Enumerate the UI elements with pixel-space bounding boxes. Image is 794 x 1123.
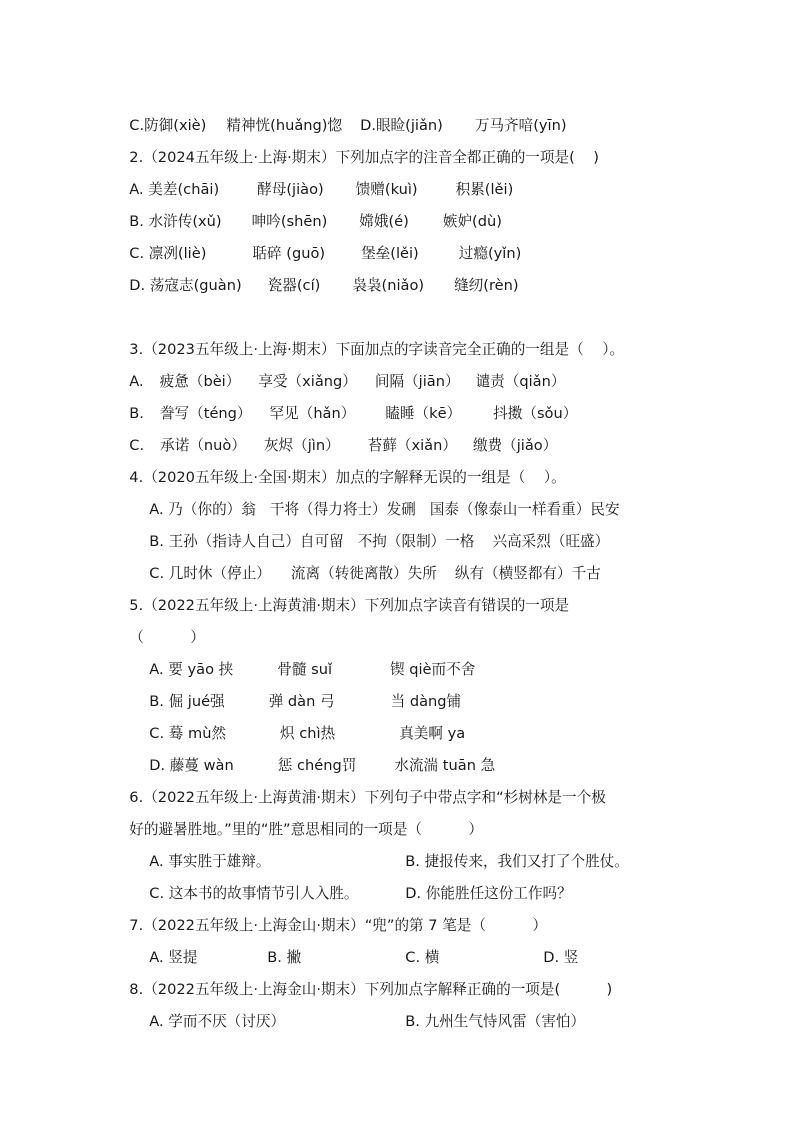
option-b: [140, 672, 462, 710]
segment: 馈赠(kuì): [355, 181, 418, 198]
answer-blank: [120, 608, 205, 646]
question-text: 6.（2022五年级上·上海黄浦·期末）下列句子中带点字和“杉树林是一个极: [129, 789, 606, 806]
question-6-cont: [120, 800, 483, 838]
segment: 享受（xiǎng）: [258, 373, 357, 390]
question-text: 3.（2023五年级上·上海·期末）下面加点的字读音完全正确的一组是（ ）。: [129, 341, 625, 358]
question-text: 4.（2020五年级上·全国·期末）加点的字解释无误的一组是（ ）。: [129, 469, 566, 486]
answer-bracket: （ ）: [129, 629, 205, 646]
segment: B. 捷报传来，我们又打了个胜仗。: [405, 853, 629, 870]
segment: 誊写（téng）: [159, 405, 252, 422]
segment: A. 事实胜于雄辩。: [149, 853, 271, 870]
segment: 缝纫(rèn): [454, 277, 519, 294]
line-0: [120, 96, 567, 134]
segment: 抖擞（sǒu）: [493, 405, 578, 422]
question-text: 8.（2022五年级上·上海金山·期末）下列加点字解释正确的一项是( ): [129, 981, 613, 998]
segment: 弹 dàn 弓: [268, 693, 335, 710]
segment: 罕见（hǎn）: [269, 405, 356, 422]
segment: 惩 chéng罚: [277, 757, 357, 774]
segment: 堡垒(lěi): [361, 245, 419, 262]
option-c: [140, 544, 601, 582]
segment: 灰烬（jìn）: [263, 437, 340, 454]
option-a: [140, 480, 620, 518]
segment: 水流湍 tuān 急: [394, 757, 496, 774]
question-4: [120, 448, 566, 486]
option-d: [140, 736, 496, 774]
segment: D. 竖: [543, 949, 579, 966]
segment: 干将（得力将士）发硎: [269, 501, 416, 518]
segment: 炽 chì热: [280, 725, 336, 742]
segment: B. 倔 jué强: [149, 693, 225, 710]
question-5: [120, 576, 570, 614]
question-7: [120, 896, 547, 934]
segment: D. 藤蔓 wàn: [149, 757, 234, 774]
segment: D.眼睑(jiǎn): [360, 117, 443, 134]
segment: 嫦娥(é): [359, 213, 409, 230]
segment: 疲惫（bèi）: [159, 373, 241, 390]
segment: 流离（转徙离散）失所: [290, 565, 437, 582]
option-b: [140, 512, 610, 550]
option-c: [120, 224, 522, 262]
segment: D. 荡寇志(guàn): [129, 277, 242, 294]
segment: 瞌睡（kē）: [385, 405, 462, 422]
option-d: [120, 256, 519, 294]
options-cd: [140, 864, 572, 902]
segment: 呻吟(shēn): [251, 213, 328, 230]
option-a: [140, 640, 476, 678]
segment: C.防御(xiè): [129, 117, 207, 134]
segment: A. 要 yāo 挟: [149, 661, 234, 678]
segment: 国泰（像泰山一样看重）民安: [429, 501, 620, 518]
option-b: [120, 384, 578, 422]
question-8: [120, 960, 613, 998]
segment: A.: [129, 373, 144, 390]
segment: C. 凛冽(liè): [129, 245, 207, 262]
segment: C.: [129, 437, 145, 454]
question-6: [120, 768, 606, 806]
segment: 过瘾(yǐn): [458, 245, 522, 262]
segment: 兴高采烈（旺盛）: [492, 533, 610, 550]
segment: A. 乃（你的）翁: [149, 501, 256, 518]
segment: 骨髓 suǐ: [277, 661, 332, 678]
segment: B. 水浒传(xǔ): [129, 213, 222, 230]
segment: B. 九州生气恃风雷（害怕）: [405, 1013, 586, 1030]
option-c: [140, 704, 466, 742]
segment: 真美啊 ya: [399, 725, 466, 742]
segment: 聒碎 (guō): [252, 245, 326, 262]
segment: 精神恍(huǎng)惚: [226, 117, 343, 134]
option-c: [120, 416, 558, 454]
segment: 纵有（横竖都有）千古: [454, 565, 601, 582]
option-a: [120, 352, 566, 390]
segment: 不拘（限制）一格: [357, 533, 475, 550]
segment: C. 这本书的故事情节引人入胜。: [149, 885, 359, 902]
option-b: [120, 192, 502, 230]
options-ab: [140, 832, 629, 870]
segment: 谴责（qiǎn）: [475, 373, 566, 390]
question-text: 2.（2024五年级上·上海·期末）下列加点字的注音全都正确的一项是( ): [129, 149, 600, 166]
segment: C. 蓦 mù然: [149, 725, 227, 742]
segment: 嫉妒(dù): [442, 213, 502, 230]
segment: 当 dàng铺: [390, 693, 462, 710]
segment: 瓷器(cí): [267, 277, 321, 294]
segment: A. 美差(chāi): [129, 181, 220, 198]
segment: B. 王孙（指诗人自己）自可留: [149, 533, 344, 550]
question-3: [120, 320, 625, 358]
segment: 积累(lěi): [455, 181, 514, 198]
segment: 酵母(jiào): [257, 181, 324, 198]
segment: 万马齐喑(yīn): [474, 117, 567, 134]
segment: A. 学而不厌（讨厌）: [149, 1013, 286, 1030]
segment: B.: [129, 405, 144, 422]
segment: 缴费（jiǎo）: [472, 437, 558, 454]
segment: 锲 qiè而不舍: [390, 661, 476, 678]
question-2: [120, 128, 600, 166]
option-a: [120, 160, 514, 198]
question-text: 好的避暑胜地。”里的“胜”意思相同的一项是（ ）: [129, 821, 483, 838]
segment: A. 竖提: [149, 949, 198, 966]
question-text: 7.（2022五年级上·上海金山·期末）“兜”的第 7 笔是（ ）: [129, 917, 547, 934]
segment: 苔藓（xiǎn）: [367, 437, 457, 454]
segment: C. 横: [405, 949, 440, 966]
segment: D. 你能胜任这份工作吗？: [405, 885, 572, 902]
segment: 承诺（nuò）: [160, 437, 246, 454]
segment: C. 几时休（停止）: [149, 565, 271, 582]
segment: B. 撇: [267, 949, 302, 966]
segment: 间隔（jiān）: [374, 373, 460, 390]
question-text: 5.（2022五年级上·上海黄浦·期末）下列加点字读音有错误的一项是: [129, 597, 570, 614]
options: [140, 928, 579, 966]
segment: 袅袅(niǎo): [352, 277, 425, 294]
options: [140, 992, 586, 1030]
